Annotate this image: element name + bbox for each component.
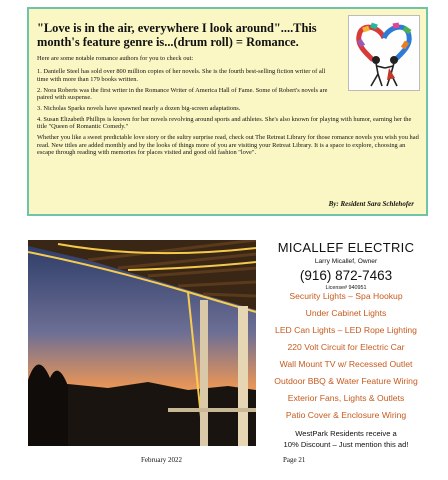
romance-feature-box [27,7,428,216]
ad-license-number: License# 940951 [325,285,367,291]
footer-page-number: Page 21 [283,456,306,464]
service-item: Patio Cover & Enclosure Wiring [285,410,407,420]
ad-owner: Larry Micallef, Owner [314,258,378,265]
feature-intro: Here are some notable romance authors for you to check out: [37,55,194,62]
dancing-figures [371,57,397,86]
feature-title: "Love is in the air, everywhere I look around"....This month's feature genre is...(drum roll) = Romance. [37,21,317,49]
service-item: 220 Volt Circuit for Electric Car [287,342,405,352]
feature-closing-paragraph: Whether you like a sweet predictable love story or the sultry surprise read, check out The Retreat Library for those romance novels you wish you had read. New titles are added monthly and by the looks of things more of you are visiting your Retreat Library. It is a space to explore, choosing an escape through reading with memories for places visited and good old fashion "love". [37,134,419,157]
footer-date: February 2022 [141,456,183,464]
author-item-2: 2. Nora Roberts was the first writer in the Romance Writer of America Hall of Fame. Some of Robert's novels are paired with suspense. [37,86,328,102]
ad-discount-offer [262,428,430,450]
author-item-1: 1. Danielle Steel has sold over 800 million copies of her novels. She is the fourth best-selling fiction writer of all time with more than 179 books written. [37,68,326,83]
ad-phone-number: (916) 872-7463 [299,268,393,283]
author-item-3: 3. Nicholas Sparks novels have spawned nearly a dozen big-screen adaptations. [37,105,241,113]
ad-offer-line-2: 10% Discount – Just mention this ad! [283,440,409,449]
patio-lights-sunset-photo [28,240,256,446]
service-item: Exterior Fans, Lights & Outlets [287,393,405,403]
service-item: Security Lights – Spa Hookup [289,291,403,301]
dancing-couple-heart-illustration [348,15,420,91]
heart-of-books [359,25,410,60]
service-item: Under Cabinet Lights [305,308,387,318]
service-item: LED Can Lights – LED Rope Lighting [275,325,417,335]
feature-byline: By: Resident Sara Schlehofer [328,200,414,208]
ad-company-name: MICALLEF ELECTRIC [277,240,415,255]
service-item: Wall Mount TV w/ Recessed Outlet [279,359,413,369]
author-item-4: 4. Susan Elizabeth Phillips is known for her novels revolving around sports and athletes. She's also known for playing with humor, earning her the title "Queen of Romantic Comedy." [37,115,412,131]
micallef-electric-ad [262,239,430,450]
service-item: Outdoor BBQ & Water Feature Wiring [274,376,418,386]
ad-offer-line-1: WestPark Residents receive a [295,429,397,438]
